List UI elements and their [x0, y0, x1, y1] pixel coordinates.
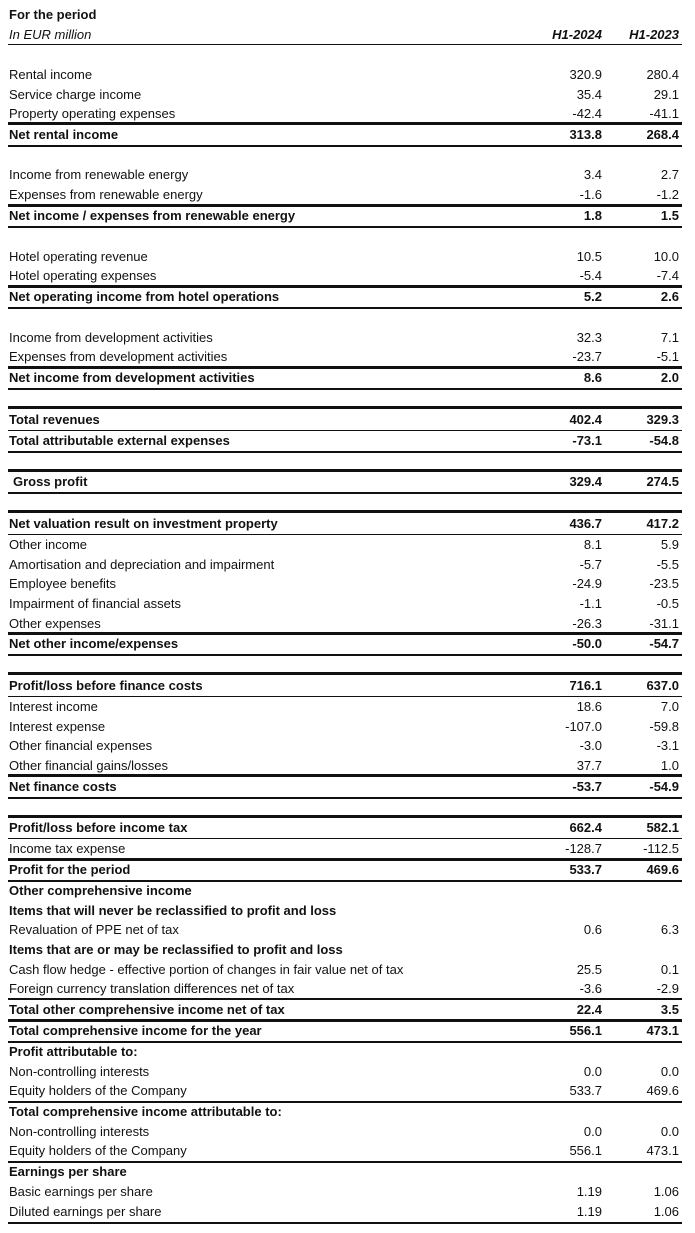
row-value-h1-2024: -3.0 [579, 738, 602, 753]
subtotal-row [8, 777, 682, 797]
row-label: Income from development activities [9, 330, 213, 345]
row-value-h1-2023: 2.6 [660, 289, 679, 304]
row-label: Revaluation of PPE net of tax [9, 922, 179, 937]
row-label: Foreign currency translation differences net of tax [9, 981, 295, 996]
section-rule [8, 654, 682, 656]
row-label: Hotel operating expenses [9, 268, 157, 283]
row-label: Items that are or may be reclassified to profit and loss [9, 942, 343, 957]
row-value-h1-2024: 1.8 [583, 208, 602, 223]
table-title: For the period [9, 7, 97, 22]
row-label: Total comprehensive income for the year [9, 1023, 262, 1038]
row-value-h1-2024: -23.7 [572, 349, 602, 364]
subtotal-row [8, 125, 682, 145]
row-label: Total attributable external expenses [9, 433, 230, 448]
row-value-h1-2023: 10.0 [653, 249, 679, 264]
row-label: Expenses from renewable energy [9, 187, 203, 202]
section-rule [8, 510, 682, 513]
row-label: Total other comprehensive income net of tax [9, 1002, 285, 1017]
table-row [8, 697, 682, 717]
table-row [8, 736, 682, 756]
row-label: Other expenses [9, 616, 101, 631]
row-value-h1-2024: 5.2 [583, 289, 602, 304]
table-row [8, 839, 682, 859]
row-value-h1-2024: 35.4 [576, 87, 602, 102]
row-value-h1-2024: 0.0 [583, 1124, 602, 1139]
total-row [8, 514, 682, 535]
subtotal-row [8, 287, 682, 307]
row-value-h1-2023: 1.06 [653, 1184, 679, 1199]
row-label: Expenses from development activities [9, 349, 228, 364]
table-row [8, 328, 682, 348]
row-label: Interest income [9, 699, 98, 714]
row-value-h1-2023: 1.5 [660, 208, 679, 223]
row-label: Net operating income from hotel operations [9, 289, 280, 304]
row-label: Earnings per share [9, 1164, 127, 1179]
section-rule [8, 451, 682, 453]
table-row [8, 555, 682, 575]
row-label: Amortisation and depreciation and impairment [9, 557, 275, 572]
section-rule [8, 388, 682, 390]
row-value-h1-2024: 533.7 [569, 1083, 602, 1098]
row-value-h1-2023: -5.5 [656, 557, 679, 572]
subtotal-row [8, 206, 682, 226]
row-value-h1-2024: 1.19 [576, 1204, 602, 1219]
row-label: Service charge income [9, 87, 142, 102]
row-value-h1-2023: 274.5 [646, 474, 679, 489]
row-value-h1-2023: -41.1 [649, 106, 679, 121]
row-value-h1-2024: 436.7 [569, 516, 602, 531]
row-value-h1-2024: 18.6 [576, 699, 602, 714]
row-value-h1-2024: -1.1 [579, 596, 602, 611]
row-label: Profit attributable to: [9, 1044, 138, 1059]
section-rule [8, 672, 682, 675]
row-label: Hotel operating revenue [9, 249, 148, 264]
table-row [8, 594, 682, 614]
row-label: Rental income [9, 67, 93, 82]
table-row [8, 1182, 682, 1202]
row-label: Income from renewable energy [9, 167, 189, 182]
row-label: Total comprehensive income attributable to: [9, 1104, 282, 1119]
row-label: Basic earnings per share [9, 1184, 153, 1199]
row-value-h1-2023: 473.1 [646, 1143, 679, 1158]
table-row [8, 247, 682, 267]
row-label: Property operating expenses [9, 106, 176, 121]
row-label: Equity holders of the Company [9, 1143, 187, 1158]
row-value-h1-2023: 329.3 [646, 412, 679, 427]
row-value-h1-2024: -128.7 [565, 841, 602, 856]
row-value-h1-2024: -5.4 [579, 268, 602, 283]
row-label: Profit/loss before finance costs [9, 678, 203, 693]
section-rule [8, 145, 682, 147]
row-value-h1-2023: 280.4 [646, 67, 679, 82]
row-value-h1-2024: -1.6 [579, 187, 602, 202]
unit-label: In EUR million [9, 27, 92, 42]
section-rule [8, 307, 682, 309]
row-value-h1-2023: -5.1 [656, 349, 679, 364]
section-heading [8, 1162, 682, 1182]
row-value-h1-2023: -54.8 [649, 433, 679, 448]
row-label: Other income [9, 537, 88, 552]
section-rule [8, 406, 682, 409]
row-value-h1-2023: 473.1 [646, 1023, 679, 1038]
row-value-h1-2024: -42.4 [572, 106, 602, 121]
section-heading [8, 901, 682, 921]
row-value-h1-2023: -2.9 [656, 981, 679, 996]
subtotal-row [8, 634, 682, 654]
row-label: Profit for the period [9, 862, 131, 877]
row-label: Net rental income [9, 127, 119, 142]
row-label: Cash flow hedge - effective portion of changes in fair value net of tax [9, 962, 404, 977]
row-value-h1-2024: 320.9 [569, 67, 602, 82]
row-value-h1-2024: -50.0 [572, 636, 602, 651]
total-row [8, 1021, 682, 1041]
subtotal-row [8, 368, 682, 388]
table-row [8, 1081, 682, 1101]
row-value-h1-2024: 37.7 [576, 758, 602, 773]
row-label: Other financial gains/losses [9, 758, 168, 773]
row-value-h1-2024: 556.1 [569, 1143, 602, 1158]
row-value-h1-2024: 329.4 [569, 474, 602, 489]
row-value-h1-2023: 582.1 [646, 820, 679, 835]
row-value-h1-2023: 0.0 [660, 1064, 679, 1079]
table-row [8, 756, 682, 776]
header-rule [8, 44, 682, 45]
table-row [8, 1062, 682, 1082]
table-row [8, 1141, 682, 1161]
column-header-h1-2023: H1-2023 [629, 27, 679, 42]
column-header-h1-2024: H1-2024 [552, 27, 602, 42]
row-value-h1-2023: 1.06 [653, 1204, 679, 1219]
total-row [8, 431, 682, 451]
subtotal-row [8, 1000, 682, 1020]
row-label: Items that will never be reclassified to profit and loss [9, 903, 337, 918]
table-row [8, 574, 682, 594]
section-heading [8, 881, 682, 901]
table-row [8, 165, 682, 185]
row-value-h1-2024: 25.5 [576, 962, 602, 977]
row-label: Gross profit [13, 474, 88, 489]
row-value-h1-2023: 2.0 [660, 370, 679, 385]
row-value-h1-2024: 1.19 [576, 1184, 602, 1199]
row-value-h1-2023: -54.7 [649, 636, 679, 651]
table-row [8, 535, 682, 555]
row-value-h1-2023: 3.5 [660, 1002, 679, 1017]
row-label: Net other income/expenses [9, 636, 179, 651]
row-value-h1-2023: -0.5 [656, 596, 679, 611]
section-rule [8, 1222, 682, 1224]
total-row [8, 818, 682, 839]
row-label: Total revenues [9, 412, 100, 427]
row-value-h1-2024: 402.4 [569, 412, 602, 427]
row-value-h1-2024: -3.6 [579, 981, 602, 996]
table-row [8, 979, 682, 999]
row-label: Net income / expenses from renewable energy [9, 208, 296, 223]
row-value-h1-2023: -7.4 [656, 268, 679, 283]
total-row [8, 676, 682, 697]
row-value-h1-2023: 2.7 [660, 167, 679, 182]
row-label: Impairment of financial assets [9, 596, 181, 611]
row-value-h1-2023: 7.1 [660, 330, 679, 345]
row-label: Equity holders of the Company [9, 1083, 187, 1098]
total-row [8, 410, 682, 431]
row-value-h1-2024: 662.4 [569, 820, 602, 835]
row-value-h1-2023: -1.2 [656, 187, 679, 202]
table-row [8, 717, 682, 737]
table-row [8, 85, 682, 105]
section-rule [8, 226, 682, 228]
row-value-h1-2023: 637.0 [646, 678, 679, 693]
row-value-h1-2024: 556.1 [569, 1023, 602, 1038]
row-value-h1-2023: 417.2 [646, 516, 679, 531]
row-value-h1-2023: 1.0 [660, 758, 679, 773]
row-value-h1-2024: -107.0 [565, 719, 602, 734]
row-value-h1-2023: 0.0 [660, 1124, 679, 1139]
table-row [8, 1122, 682, 1142]
row-value-h1-2024: 716.1 [569, 678, 602, 693]
row-label: Net valuation result on investment property [9, 516, 278, 531]
table-row [8, 185, 682, 205]
row-value-h1-2024: -26.3 [572, 616, 602, 631]
table-row [8, 920, 682, 940]
row-value-h1-2023: 6.3 [660, 922, 679, 937]
row-value-h1-2023: -3.1 [656, 738, 679, 753]
row-value-h1-2024: 0.6 [583, 922, 602, 937]
row-value-h1-2024: 22.4 [576, 1002, 602, 1017]
column-header-row [8, 25, 682, 45]
row-value-h1-2023: 5.9 [660, 537, 679, 552]
row-label: Net finance costs [9, 779, 117, 794]
table-row [8, 266, 682, 286]
row-label: Non-controlling interests [9, 1064, 150, 1079]
table-row [8, 960, 682, 980]
row-value-h1-2023: 0.1 [660, 962, 679, 977]
table-row [8, 1202, 682, 1222]
row-label: Net income from development activities [9, 370, 255, 385]
table-row [8, 65, 682, 85]
row-value-h1-2024: -24.9 [572, 576, 602, 591]
row-label: Diluted earnings per share [9, 1204, 162, 1219]
row-value-h1-2023: 268.4 [646, 127, 679, 142]
row-value-h1-2024: 533.7 [569, 862, 602, 877]
row-value-h1-2024: 32.3 [576, 330, 602, 345]
row-value-h1-2023: 29.1 [653, 87, 679, 102]
row-value-h1-2023: 7.0 [660, 699, 679, 714]
section-heading [8, 940, 682, 960]
row-value-h1-2024: 3.4 [583, 167, 602, 182]
row-label: Other comprehensive income [9, 883, 192, 898]
row-value-h1-2023: 469.6 [646, 1083, 679, 1098]
total-row [8, 472, 682, 492]
table-title-row [8, 5, 682, 25]
section-rule [8, 797, 682, 799]
row-value-h1-2023: -54.9 [649, 779, 679, 794]
row-value-h1-2024: -73.1 [572, 433, 602, 448]
table-row [8, 104, 682, 124]
section-heading [8, 1102, 682, 1122]
row-value-h1-2023: -23.5 [649, 576, 679, 591]
row-value-h1-2024: -53.7 [572, 779, 602, 794]
row-value-h1-2023: 469.6 [646, 862, 679, 877]
row-value-h1-2023: -31.1 [649, 616, 679, 631]
row-value-h1-2024: 8.1 [583, 537, 602, 552]
table-row [8, 614, 682, 634]
row-value-h1-2023: -59.8 [649, 719, 679, 734]
row-value-h1-2024: 0.0 [583, 1064, 602, 1079]
row-value-h1-2024: 313.8 [569, 127, 602, 142]
subtotal-row [8, 860, 682, 880]
row-value-h1-2024: 10.5 [576, 249, 602, 264]
table-row [8, 347, 682, 367]
row-label: Other financial expenses [9, 738, 153, 753]
section-rule [8, 492, 682, 494]
row-label: Profit/loss before income tax [9, 820, 188, 835]
row-label: Income tax expense [9, 841, 126, 856]
row-value-h1-2024: 8.6 [583, 370, 602, 385]
section-heading [8, 1042, 682, 1062]
row-value-h1-2024: -5.7 [579, 557, 602, 572]
row-value-h1-2023: -112.5 [643, 841, 679, 856]
row-label: Employee benefits [9, 576, 116, 591]
row-label: Interest expense [9, 719, 106, 734]
row-label: Non-controlling interests [9, 1124, 150, 1139]
